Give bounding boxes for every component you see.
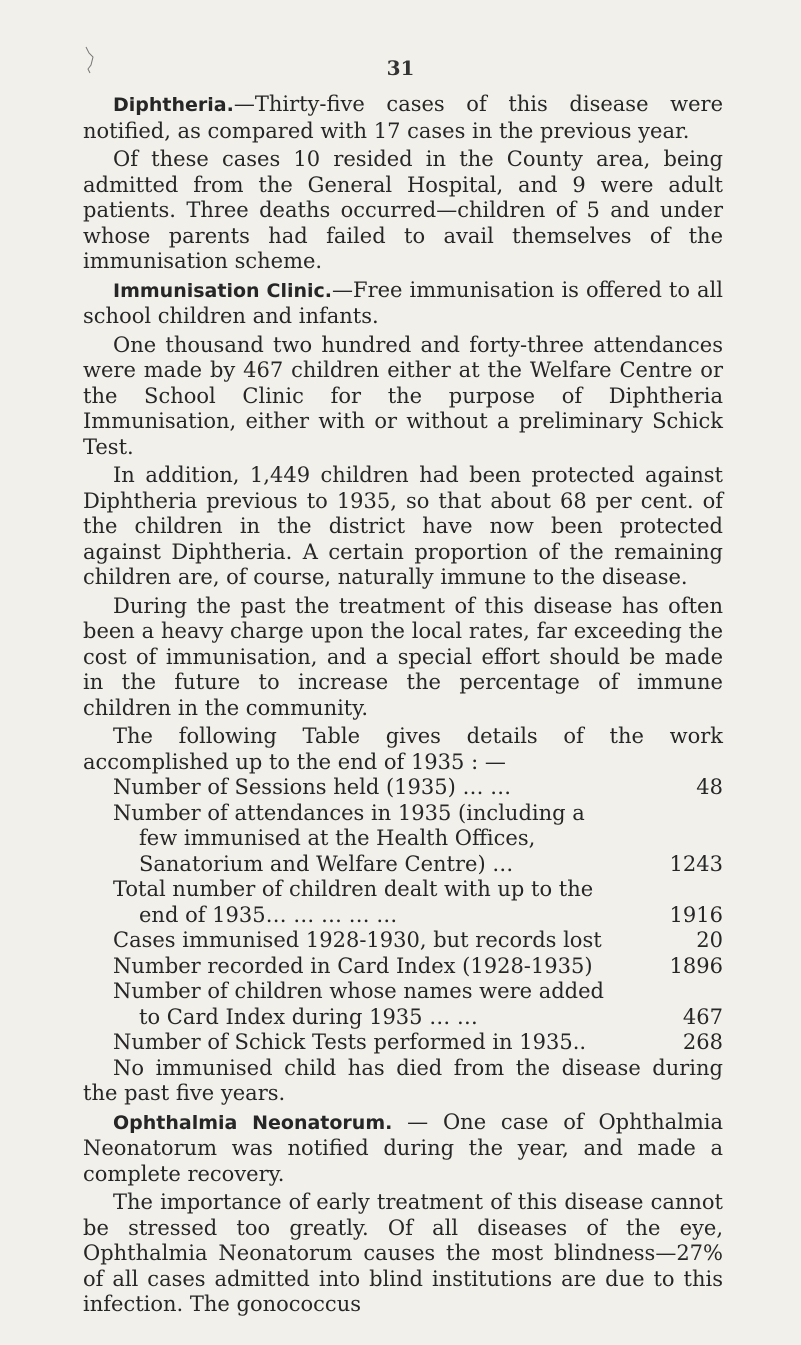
paragraph-immunisation <box>83 278 723 330</box>
row-value: 268 <box>682 1030 723 1054</box>
row-value: 1916 <box>669 902 723 927</box>
table-row <box>113 775 723 801</box>
paragraph-ophthalmia <box>83 1110 723 1188</box>
row-value: 1896 <box>669 953 723 978</box>
row-label: Number of attendances in 1935 (including a <box>113 800 585 825</box>
heading-immunisation-clinic: Immunisation Clinic. <box>113 279 332 302</box>
row-label: Number recorded in Card Index (1928-1935) <box>113 953 593 978</box>
table-row <box>113 979 723 1030</box>
paragraph-no-deaths: No immunised child has died from the disease during the past five years. <box>83 1055 723 1105</box>
row-label-end <box>113 1005 723 1031</box>
table-row <box>113 877 723 928</box>
table-row <box>113 928 723 954</box>
row-label: Number of children whose names were added <box>113 979 604 1003</box>
row-label: Number of Sessions held (1935) … … <box>113 775 512 799</box>
row-label-end-text: Sanatorium and Welfare Centre) … <box>139 851 514 876</box>
ophthalmia-text: — One case of Ophthalmia Neonatorum was notified during the year, and made a complete recovery. <box>83 1109 723 1186</box>
paragraph-early-treatment: The importance of early treatment of this disease cannot be stressed too greatly. Of all diseases of the eye, Ophthalmia Neonatorum causes the most blindness—27% of all cases admitted into blind institutions are due to this infection. The gonococcus <box>83 1190 723 1316</box>
row-label: Number of Schick Tests performed in 1935.. <box>113 1030 587 1054</box>
table-row <box>113 801 723 878</box>
row-value: 20 <box>696 928 723 952</box>
row-label-end <box>113 903 723 929</box>
table-row <box>113 954 723 980</box>
document-body <box>83 92 723 1318</box>
row-label: Total number of children dealt with up to the <box>113 877 594 901</box>
heading-diphtheria: Diphtheria. <box>113 94 234 116</box>
paragraph-attendances: One thousand two hundred and forty-three attendances were made by 467 children either at the Welfare Centre or the School Clinic for the purpose of Diphtheria Immunisation, either with or without a preliminary Schick Test. <box>83 332 723 459</box>
row-label-end-text: to Card Index during 1935 … … <box>139 1004 478 1029</box>
row-value: 48 <box>696 775 723 799</box>
row-label-end <box>113 852 723 878</box>
paragraph-diphtheria-cases: Of these cases 10 resided in the County area, being admitted from the General Hospital, and 9 were adult patients. Three deaths occurred—children of 5 and under whose parents had failed to avail themselves of the immunisation scheme. <box>83 147 723 273</box>
paragraph-diphtheria <box>83 92 723 144</box>
row-label-end-text: end of 1935… … … … … <box>139 902 398 927</box>
heading-ophthalmia-neonatorum: Ophthalmia Neonatorum. <box>113 1111 393 1134</box>
paragraph-table-intro: The following Table gives details of the work accomplished up to the end of 1935 : — <box>83 724 723 774</box>
immunisation-text: —Free immunisation is offered to all school children and infants. <box>83 277 723 328</box>
row-label: Cases immunised 1928-1930, but records lost <box>113 928 602 952</box>
page-number: 31 <box>386 56 415 80</box>
row-label-continued: few immunised at the Health Offices, <box>139 826 536 850</box>
work-table <box>113 775 723 1056</box>
diphtheria-text: —Thirty-five cases of this disease were notified, as compared with 17 cases in the previous year. <box>83 92 723 143</box>
paragraph-treatment-cost: During the past the treatment of this disease has often been a heavy charge upon the local rates, far exceeding the cost of immunisation, and a special effort should be made in the future to increase the percentage of immune children in the community. <box>83 593 723 720</box>
paragraph-protected: In addition, 1,449 children had been protected against Diphtheria previous to 1935, so that about 68 per cent. of the children in the district have now been protected against Diphtheria. A certain proportion of the remaining children are, of course, naturally immune to the disease. <box>83 463 723 589</box>
row-value: 467 <box>682 1004 723 1029</box>
row-value: 1243 <box>669 851 723 876</box>
table-row <box>113 1030 723 1056</box>
